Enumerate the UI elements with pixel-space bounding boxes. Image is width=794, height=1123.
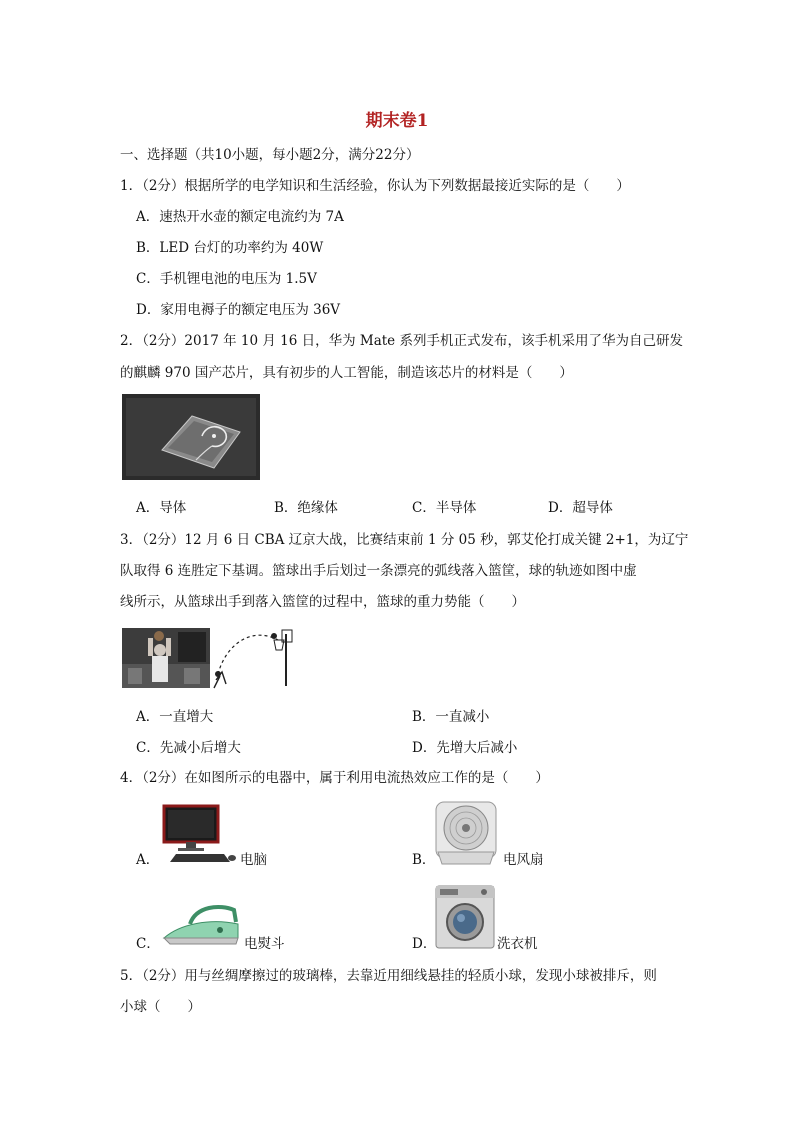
q4-option-a-letter: A． xyxy=(136,852,160,868)
q1-option-c: C．手机锂电池的电压为 1.5V xyxy=(136,271,317,287)
q4-option-b-letter: B． xyxy=(412,852,436,868)
q3-line-2: 队取得 6 连胜定下基调。篮球出手后划过一条漂亮的弧线落入篮筐，球的轨迹如图中虚 xyxy=(120,563,637,579)
q4-option-c-letter: C． xyxy=(136,936,160,952)
electric-fan-icon xyxy=(432,800,500,866)
q2-line-2: 的麒麟 970 国产芯片，具有初步的人工智能，制造该芯片的材料是（ ） xyxy=(120,365,573,381)
q4-stem: 4．（2分）在如图所示的电器中，属于利用电流热效应工作的是（ ） xyxy=(120,770,549,786)
computer-icon xyxy=(158,802,238,866)
q3-option-d: D．先增大后减小 xyxy=(412,740,518,756)
q2-option-a: A．导体 xyxy=(136,500,187,516)
q3-option-b: B．一直减小 xyxy=(412,709,490,725)
q1-stem: 1．（2分）根据所学的电学知识和生活经验，你认为下列数据最接近实际的是（ ） xyxy=(120,178,630,194)
q1-option-d: D．家用电褥子的额定电压为 36V xyxy=(136,302,341,318)
electric-iron-icon xyxy=(160,898,244,950)
q4-option-c-name: 电熨斗 xyxy=(244,936,285,952)
q4-option-d-name: 洗衣机 xyxy=(497,936,538,952)
q3-option-c: C．先减小后增大 xyxy=(136,740,241,756)
q2-option-b: B．绝缘体 xyxy=(274,500,338,516)
q5-line-1: 5．（2分）用与丝绸摩擦过的玻璃棒，去靠近用细线悬挂的轻质小球，发现小球被排斥，则 xyxy=(120,968,657,984)
basketball-player-photo xyxy=(122,628,210,688)
q2-option-d: D．超导体 xyxy=(548,500,613,516)
section-heading: 一、选择题（共10小题，每小题2分，满分22分） xyxy=(120,147,420,163)
q2-option-c: C．半导体 xyxy=(412,500,477,516)
q1-option-a: A．速热开水壶的额定电流约为 7A xyxy=(136,209,344,225)
washing-machine-icon xyxy=(434,884,496,950)
q3-option-a: A．一直增大 xyxy=(136,709,214,725)
q5-line-2: 小球（ ） xyxy=(120,999,201,1015)
q4-option-b-name: 电风扇 xyxy=(503,852,544,868)
ball-trajectory-diagram xyxy=(212,624,296,690)
q3-line-3: 线所示，从篮球出手到落入篮筐的过程中，篮球的重力势能（ ） xyxy=(120,594,525,610)
q1-option-b: B．LED 台灯的功率约为 40W xyxy=(136,240,324,256)
q2-line-1: 2．（2分）2017 年 10 月 16 日，华为 Mate 系列手机正式发布，该手机采用了华为自己研发 xyxy=(120,333,683,349)
q4-option-d-letter: D． xyxy=(412,936,437,952)
q4-option-a-name: 电脑 xyxy=(240,852,267,868)
page-title: 期末卷1 xyxy=(365,111,429,131)
q3-line-1: 3．（2分）12 月 6 日 CBA 辽京大战，比赛结束前 1 分 05 秒，郭艾伦打成关键 2+1，为辽宁 xyxy=(120,532,689,548)
chip-photo xyxy=(122,394,260,480)
